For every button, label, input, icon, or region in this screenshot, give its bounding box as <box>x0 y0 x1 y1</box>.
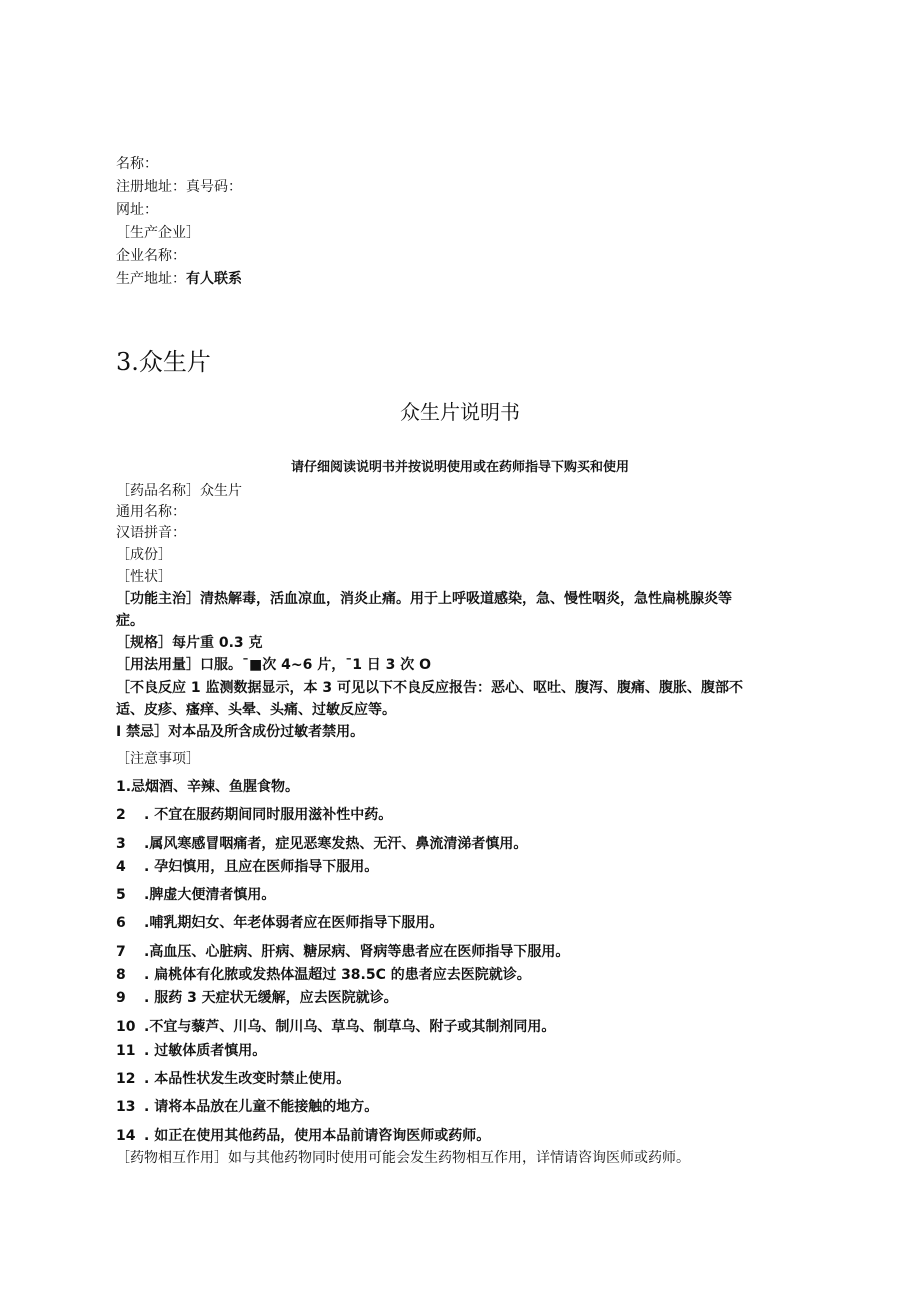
precaution-text: .属风寒感冒咽痛者，症见恶寒发热、无汗、鼻流清涕者慎用。 <box>144 836 528 852</box>
spec-field: ［规格］每片重 0.3 克 <box>116 635 263 651</box>
producer-name-label: 企业名称： <box>116 248 186 264</box>
precaution-text: . 扁桃体有化脓或发热体温超过 38.5C 的患者应去医院就诊。 <box>144 967 531 983</box>
precaution-item <box>116 805 392 825</box>
precaution-number: 13 <box>116 1099 136 1115</box>
producer-address-value: 有人联系 <box>186 271 242 287</box>
precaution-item <box>116 885 275 905</box>
precaution-item <box>116 834 527 854</box>
precaution-number: 9 <box>116 990 126 1006</box>
precaution-text: .脾虚大便清者慎用。 <box>144 887 276 903</box>
precaution-text: . 过敏体质者慎用。 <box>144 1043 267 1059</box>
precaution-item <box>116 913 443 933</box>
drug-name-field: ［药品名称］众生片 <box>116 483 242 499</box>
precaution-number: 12 <box>116 1071 136 1087</box>
precaution-text: 忌烟酒、辛辣、鱼腥食物。 <box>131 779 300 795</box>
precaution-item <box>116 1017 555 1037</box>
pinyin-field: 汉语拼音： <box>116 525 186 541</box>
ingredients-field: ［成份］ <box>116 547 172 563</box>
precaution-item <box>116 1097 378 1117</box>
precaution-number: 11 <box>116 1043 136 1059</box>
website-label: 网址： <box>116 202 158 218</box>
precaution-item <box>116 1069 350 1089</box>
precaution-text: . 如正在使用其他药品，使用本品前请咨询医师或药师。 <box>144 1128 491 1144</box>
precaution-item <box>116 1126 490 1146</box>
precaution-text: .高血压、心脏病、肝病、糖尿病、肾病等患者应在医师指导下服用。 <box>144 944 570 960</box>
producer-header: ［生产企业］ <box>116 225 200 241</box>
precaution-item <box>116 1041 266 1061</box>
registered-address-label: 注册地址：真号码： <box>116 179 242 195</box>
precaution-number: 4 <box>116 859 126 875</box>
precaution-text: . 孕妇慎用，且应在医师指导下服用。 <box>144 859 379 875</box>
precaution-item <box>116 777 299 797</box>
description-field: ［性状］ <box>116 569 172 585</box>
precaution-number: 14 <box>116 1128 136 1144</box>
precaution-text: .哺乳期妇女、年老体弱者应在医师指导下服用。 <box>144 915 444 931</box>
precaution-text: . 本品性状发生改变时禁止使用。 <box>144 1071 351 1087</box>
adverse-line-1: ［不良反应 1 监测数据显示，本 3 可见以下不良反应报告：恶心、呕吐、腹泻、腹痛、腹胀、腹部不 <box>116 680 743 696</box>
precaution-number: 2 <box>116 807 126 823</box>
document-subtitle: 请仔细阅读说明书并按说明使用或在药师指导下购买和使用 <box>290 460 629 475</box>
precaution-number: 10 <box>116 1019 136 1035</box>
generic-name-field: 通用名称： <box>116 504 186 520</box>
precaution-number: 7 <box>116 944 126 960</box>
section-heading: 3.众生片 <box>116 348 211 376</box>
producer-address-label: 生产地址： <box>116 271 186 287</box>
precaution-item <box>116 942 569 962</box>
precautions-header: ［注意事项］ <box>116 751 200 767</box>
precaution-number: 8 <box>116 967 126 983</box>
precaution-number: 3 <box>116 836 126 852</box>
precaution-number: 6 <box>116 915 126 931</box>
interactions-field: ［药物相互作用］如与其他药物同时使用可能会发生药物相互作用，详情请咨询医师或药师。 <box>116 1150 690 1166</box>
adverse-line-2: 适、皮疹、瘙痒、头晕、头痛、过敏反应等。 <box>116 702 396 718</box>
indications-line-2: 症。 <box>116 613 144 629</box>
precaution-text: . 服药 3 天症状无缓解，应去医院就诊。 <box>144 990 398 1006</box>
precaution-item <box>116 988 398 1008</box>
precaution-text: . 请将本品放在儿童不能接触的地方。 <box>144 1099 379 1115</box>
precaution-text: .不宜与藜芦、川乌、制川乌、草乌、制草乌、附子或其制剂同用。 <box>144 1019 556 1035</box>
precaution-text: . 不宜在服药期间同时服用滋补性中药。 <box>144 807 393 823</box>
precaution-item <box>116 965 531 985</box>
document-title: 众生片说明书 <box>400 400 520 424</box>
contraindications-field: I 禁忌］对本品及所含成份过敏者禁用。 <box>116 724 365 740</box>
indications-line-1: ［功能主治］清热解毒，活血凉血，消炎止痛。用于上呼吸道感染，急、慢性咽炎，急性扁桃腺炎等 <box>116 591 732 607</box>
precaution-number: 1. <box>116 779 132 795</box>
company-name-label: 名称： <box>116 156 158 172</box>
precaution-number: 5 <box>116 887 126 903</box>
dosage-field: ［用法用量］口服。¯■次 4~6 片，¯1 日 3 次 O <box>116 657 432 673</box>
precaution-item <box>116 857 378 877</box>
producer-address <box>116 269 242 289</box>
